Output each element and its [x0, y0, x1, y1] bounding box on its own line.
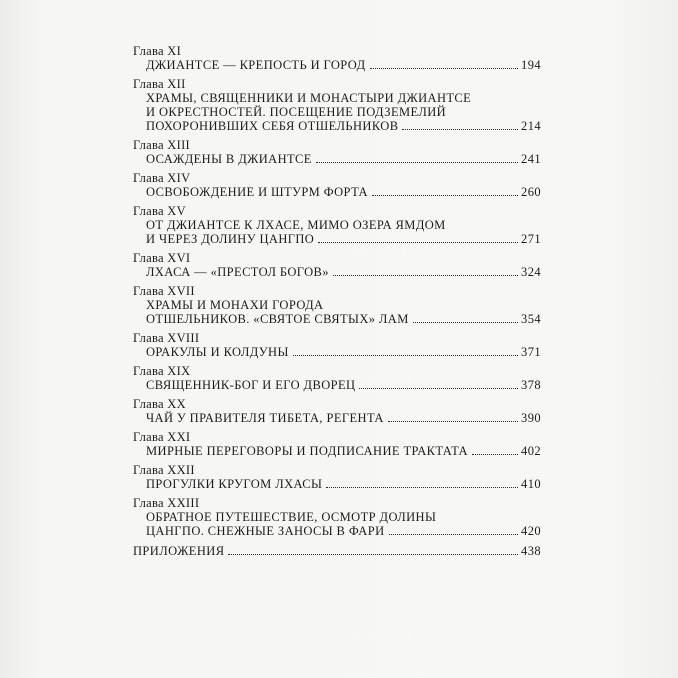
toc-entry [133, 431, 541, 458]
page-number: 214 [521, 119, 541, 133]
chapter-title-line: ОТ ДЖИАНТСЕ К ЛХАСЕ, МИМО ОЗЕРА ЯМДОМ [146, 218, 446, 232]
page-number: 241 [521, 152, 541, 166]
chapter-title [146, 411, 541, 425]
toc-entry [133, 365, 541, 392]
chapter-title-line: ЧАЙ У ПРАВИТЕЛЯ ТИБЕТА, РЕГЕНТА [146, 411, 384, 425]
dot-leader [402, 129, 518, 130]
chapter-label: Глава XII [133, 77, 186, 91]
dot-leader [388, 421, 518, 422]
chapter-label: Глава XIII [133, 138, 190, 152]
page-number: 438 [521, 544, 541, 558]
toc-entry [133, 464, 541, 491]
dot-leader [316, 162, 518, 163]
chapter-title [133, 544, 541, 558]
chapter-title-line: МИРНЫЕ ПЕРЕГОВОРЫ И ПОДПИСАНИЕ ТРАКТАТА [146, 444, 468, 458]
page-number: 271 [521, 232, 541, 246]
toc-entry [133, 172, 541, 199]
chapter-label: Глава XVI [133, 251, 191, 265]
dot-leader [318, 242, 518, 243]
toc-entry [133, 398, 541, 425]
dot-leader [372, 195, 518, 196]
toc-entry [133, 252, 541, 279]
chapter-title [146, 58, 541, 72]
chapter-title [146, 378, 541, 392]
page-number: 378 [521, 378, 541, 392]
chapter-label: Глава XVII [133, 284, 195, 298]
page-number: 410 [521, 477, 541, 491]
toc-entry [133, 78, 541, 133]
toc-entry [133, 139, 541, 166]
chapter-title-line: ОСАЖДЕНЫ В ДЖИАНТСЕ [146, 152, 312, 166]
chapter-label: Глава XXII [133, 463, 195, 477]
chapter-title-line: ЛХАСА — «ПРЕСТОЛ БОГОВ» [146, 265, 329, 279]
chapter-title-line: СВЯЩЕННИК-БОГ И ЕГО ДВОРЕЦ [146, 378, 356, 392]
page-number: 324 [521, 265, 541, 279]
chapter-title [146, 185, 541, 199]
chapter-label: Глава XX [133, 397, 186, 411]
toc-entry [133, 497, 541, 538]
page-number: 390 [521, 411, 541, 425]
page-number: 420 [521, 524, 541, 538]
chapter-title [146, 345, 541, 359]
chapter-label: Глава XIX [133, 364, 191, 378]
chapter-title-line: И ОКРЕСТНОСТЕЙ. ПОСЕЩЕНИЕ ПОДЗЕМЕЛИЙ [146, 105, 447, 119]
chapter-title [146, 510, 541, 538]
chapter-title-line: ОСВОБОЖДЕНИЕ И ШТУРМ ФОРТА [146, 185, 368, 199]
dot-leader [228, 554, 518, 555]
toc-entry [133, 332, 541, 359]
chapter-label: Глава XV [133, 204, 186, 218]
page-number: 371 [521, 345, 541, 359]
chapter-title-line: ПОХОРОНИВШИХ СЕБЯ ОТШЕЛЬНИКОВ [146, 119, 399, 133]
chapter-label: Глава XIV [133, 171, 191, 185]
page-number: 402 [521, 444, 541, 458]
dot-leader [293, 355, 518, 356]
dot-leader [333, 275, 518, 276]
chapter-title-line: ЦАНГПО. СНЕЖНЫЕ ЗАНОСЫ В ФАРИ [146, 524, 385, 538]
chapter-title-line: ДЖИАНТСЕ — КРЕПОСТЬ И ГОРОД [146, 58, 366, 72]
chapter-title [146, 298, 541, 326]
toc-entry [133, 205, 541, 246]
chapter-label: Глава XI [133, 44, 182, 58]
table-of-contents [133, 45, 541, 564]
chapter-label: Глава XVIII [133, 331, 200, 345]
chapter-title [146, 444, 541, 458]
dot-leader [472, 454, 518, 455]
toc-entry [133, 285, 541, 326]
chapter-title-line: ПРОГУЛКИ КРУГОМ ЛХАСЫ [146, 477, 323, 491]
chapter-title [146, 477, 541, 491]
chapter-title [146, 218, 541, 246]
dot-leader [413, 322, 518, 323]
chapter-title-line: ОБРАТНОЕ ПУТЕШЕСТВИЕ, ОСМОТР ДОЛИНЫ [146, 510, 437, 524]
page-number: 194 [521, 58, 541, 72]
chapter-title [146, 265, 541, 279]
chapter-title [146, 91, 541, 133]
dot-leader [359, 388, 518, 389]
chapter-label: Глава XXIII [133, 496, 200, 510]
chapter-title-line: ХРАМЫ, СВЯЩЕННИКИ И МОНАСТЫРИ ДЖИАНТСЕ [146, 91, 472, 105]
dot-leader [370, 68, 519, 69]
chapter-title-line: ОРАКУЛЫ И КОЛДУНЫ [146, 345, 289, 359]
toc-entry [133, 544, 541, 558]
dot-leader [389, 534, 519, 535]
chapter-title-line: ПРИЛОЖЕНИЯ [133, 544, 225, 558]
page-number: 260 [521, 185, 541, 199]
page-number: 354 [521, 312, 541, 326]
chapter-title-line: И ЧЕРЕЗ ДОЛИНУ ЦАНГПО [146, 232, 315, 246]
chapter-title-line: ОТШЕЛЬНИКОВ. «СВЯТОЕ СВЯТЫХ» ЛАМ [146, 312, 409, 326]
toc-entry [133, 45, 541, 72]
chapter-title [146, 152, 541, 166]
dot-leader [326, 487, 518, 488]
chapter-label: Глава XXI [133, 430, 191, 444]
chapter-title-line: ХРАМЫ И МОНАХИ ГОРОДА [146, 298, 324, 312]
